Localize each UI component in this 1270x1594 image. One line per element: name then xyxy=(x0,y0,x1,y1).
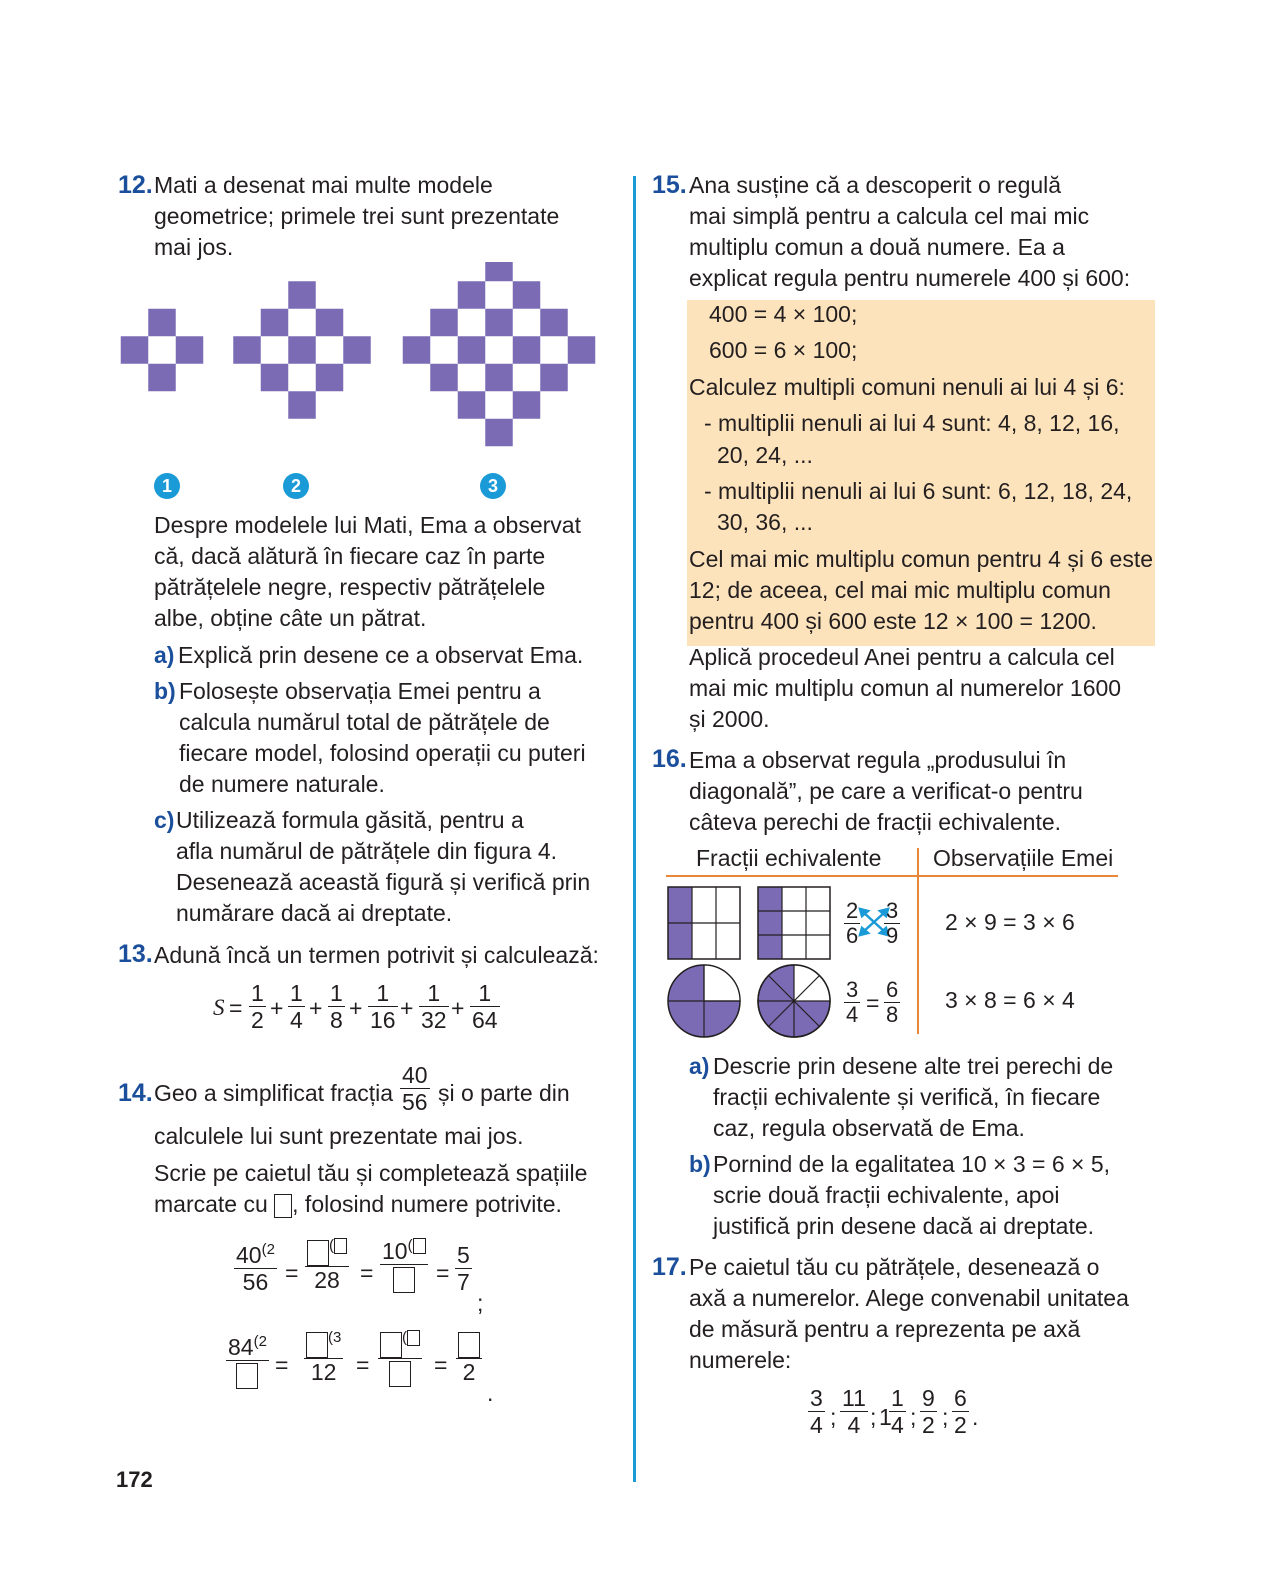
model-square xyxy=(148,309,176,337)
blank-box-icon xyxy=(274,1194,292,1218)
subpoint-label-b: b) xyxy=(154,678,176,704)
table-header: Fracții echivalente xyxy=(696,845,882,871)
fraction: 1 32 xyxy=(421,980,447,1033)
blank-box-icon xyxy=(307,1240,329,1266)
text-line: și 2000. xyxy=(689,706,770,732)
fraction: ( 28 xyxy=(305,1238,349,1293)
model-square xyxy=(430,364,458,392)
model-square xyxy=(540,309,568,337)
text-line: Ema a observat regula „produsului în xyxy=(689,747,1067,773)
fraction: 2 6 xyxy=(846,898,859,948)
fraction: 5 7 xyxy=(457,1242,470,1295)
text-line: Desenează această figură și verifică prin xyxy=(176,869,591,895)
text-line: - multiplii nenuli ai lui 6 sunt: 6, 12, 18, 24, xyxy=(704,478,1133,504)
text-line: Adună încă un termen potrivit și calculează: xyxy=(154,942,599,968)
fraction: 3 9 xyxy=(886,898,899,948)
equals-sign: = xyxy=(360,1260,374,1286)
text-line: caz, regula observată de Ema. xyxy=(713,1115,1025,1141)
model-square xyxy=(343,336,371,364)
exercise-number: 13. xyxy=(118,940,153,968)
text-line: Cel mai mic multiplu comun pentru 4 și 6 este xyxy=(689,546,1154,572)
fraction: 84$^{(2}$ xyxy=(226,1334,269,1389)
blank-box-icon xyxy=(393,1267,415,1293)
text-line: Despre modelele lui Mati, Ema a observat xyxy=(154,512,581,538)
text-line: afla numărul de pătrățele din figura 4. xyxy=(176,838,558,864)
plus-sign: + xyxy=(309,995,323,1021)
model-square xyxy=(288,336,316,364)
subpoint-label-c: c) xyxy=(154,807,175,833)
text-line: Explică prin desene ce a observat Ema. xyxy=(178,642,584,668)
page-number: 172 xyxy=(116,1467,153,1492)
text-line: 400 = 4 × 100; xyxy=(709,301,858,327)
equals-sign: = xyxy=(436,1260,450,1286)
fraction: 1 8 xyxy=(330,980,343,1033)
text-line: Ana susține că a descoperit o regulă xyxy=(689,172,1062,198)
punctuation: . xyxy=(487,1380,494,1406)
text-line: Descrie prin desene alte trei perechi de xyxy=(713,1053,1114,1079)
blank-box-icon xyxy=(407,1330,420,1346)
separator: ; xyxy=(910,1404,917,1430)
text-line: 30, 36, ... xyxy=(717,509,813,535)
plus-sign: + xyxy=(451,995,465,1021)
fraction: 10( xyxy=(380,1238,428,1293)
equals-sign: = xyxy=(356,1352,370,1378)
subpoint-label-b: b) xyxy=(689,1151,711,1177)
text-line: explicat regula pentru numerele 400 și 600: xyxy=(689,265,1131,291)
plus-sign: + xyxy=(270,995,284,1021)
blank-box-icon xyxy=(334,1238,347,1254)
text-line: pentru 400 și 600 este 12 × 100 = 1200. xyxy=(689,608,1097,634)
punctuation: ; xyxy=(477,1290,484,1316)
exercise-number: 15. xyxy=(652,171,687,199)
model-square xyxy=(288,281,316,309)
fraction-models-figure xyxy=(666,884,916,1040)
model-square xyxy=(176,336,204,364)
text-line: mai simplă pentru a calcula cel mai mic xyxy=(689,203,1090,229)
text-line: 600 = 6 × 100; xyxy=(709,337,858,363)
mixed-number-whole: 1 xyxy=(879,1404,892,1430)
text-line: albe, obține câte un pătrat. xyxy=(154,605,427,631)
figure-badge-2: 2 xyxy=(283,473,309,499)
observation-text: 3 × 8 = 6 × 4 xyxy=(945,987,1075,1013)
text-line: mai jos. xyxy=(154,234,234,260)
model-square xyxy=(261,309,289,337)
text-line: Calculez multipli comuni nenuli ai lui 4 și 6: xyxy=(689,374,1125,400)
text-line: de măsură pentru a reprezenta pe axă xyxy=(689,1316,1081,1342)
figure-badge-1: 1 xyxy=(154,473,180,499)
blank-box-icon xyxy=(306,1332,328,1358)
model-square xyxy=(485,262,513,281)
text-line: pătrățelele negre, respectiv pătrățelele xyxy=(154,574,546,600)
fraction: 1 2 xyxy=(251,980,264,1033)
text-line: Folosește observația Emei pentru a xyxy=(179,678,541,704)
text-line: de numere naturale. xyxy=(179,771,385,797)
separator: ; xyxy=(830,1404,837,1430)
model-square xyxy=(288,391,316,419)
text-line: Scrie pe caietul tău și completează spațiile xyxy=(154,1160,588,1186)
text-line: calcula numărul total de pătrățele de xyxy=(179,709,550,735)
text-line: Mati a desenat mai multe modele xyxy=(154,172,493,198)
text-line: justifică prin desene dacă ai dreptate. xyxy=(713,1213,1095,1239)
equals-sign: = xyxy=(866,990,880,1016)
blank-box-icon xyxy=(413,1238,426,1254)
blank-box-icon xyxy=(236,1363,258,1389)
text-line: - multiplii nenuli ai lui 4 sunt: 4, 8, 12, 16, xyxy=(704,410,1120,436)
fraction: 3 4 xyxy=(810,1385,823,1438)
equals-sign: = xyxy=(434,1352,448,1378)
exercise-number: 12. xyxy=(118,171,153,199)
table-header: Observațiile Emei xyxy=(933,845,1114,871)
text-line: axă a numerelor. Alege convenabil unitatea xyxy=(689,1285,1129,1311)
text-line: numerele: xyxy=(689,1347,792,1373)
fraction: 40$^{(2}$ 56 xyxy=(236,1241,275,1295)
separator: ; xyxy=(870,1404,877,1430)
fraction: 6 8 xyxy=(886,977,899,1027)
equals-sign: = xyxy=(275,1352,289,1378)
text-line: multiplu comun a două numere. Ea a xyxy=(689,234,1065,260)
fraction: 1 16 xyxy=(370,980,396,1033)
text-line: Pornind de la egalitatea 10 × 3 = 6 × 5, xyxy=(713,1151,1111,1177)
blank-box-icon xyxy=(389,1361,411,1387)
table-rule xyxy=(666,875,1118,877)
fraction: 11 4 xyxy=(842,1385,866,1438)
text-line: mai mic multiplu comun al numerelor 1600 xyxy=(689,675,1122,701)
model-square xyxy=(233,336,261,364)
model-square xyxy=(121,336,149,364)
model-square xyxy=(403,336,431,364)
sum-variable: S xyxy=(213,995,225,1020)
fraction: 2 xyxy=(456,1330,482,1385)
text-line: câteva perechi de fracții echivalente. xyxy=(689,809,1062,835)
model-square xyxy=(316,309,344,337)
geometric-models-figure xyxy=(110,262,610,462)
fraction: 1 4 xyxy=(290,980,303,1033)
text-line: fiecare model, folosind operații cu puteri xyxy=(179,740,586,766)
subpoint-label-a: a) xyxy=(689,1053,710,1079)
model-square xyxy=(458,391,486,419)
equals-sign: = xyxy=(285,1260,299,1286)
model-square xyxy=(485,419,513,447)
model-square xyxy=(458,336,486,364)
subpoint-label-a: a) xyxy=(154,642,175,668)
fraction: 6 2 xyxy=(954,1385,967,1438)
punctuation: . xyxy=(972,1404,979,1430)
text-line: Aplică procedeul Anei pentru a calcula cel xyxy=(689,644,1115,670)
text-line: Utilizează formula găsită, pentru a xyxy=(176,807,524,833)
blank-box-icon xyxy=(458,1332,480,1358)
text-line: Geo a simplificat fracția xyxy=(154,1080,394,1106)
fraction: $^{(3}$ 12 xyxy=(304,1330,343,1385)
text-line: fracții echivalente și verifică, în fiecare xyxy=(713,1084,1101,1110)
model-square xyxy=(513,336,541,364)
fraction: 40 56 xyxy=(402,1062,428,1115)
text-line: scrie două fracții echivalente, apoi xyxy=(713,1182,1060,1208)
figure-badge-3: 3 xyxy=(480,473,506,499)
model-square xyxy=(148,364,176,392)
fraction: 3 4 xyxy=(846,977,859,1027)
model-square xyxy=(261,364,289,392)
model-square xyxy=(485,309,513,337)
text-line: diagonală”, pe care a verificat-o pentru xyxy=(689,778,1083,804)
model-square xyxy=(458,281,486,309)
separator: ; xyxy=(942,1404,949,1430)
fraction: 1 4 xyxy=(891,1385,904,1438)
model-square xyxy=(430,309,458,337)
fraction: 9 2 xyxy=(922,1385,935,1438)
fraction: ( xyxy=(378,1330,422,1387)
text-line: geometrice; primele trei sunt prezentate xyxy=(154,203,560,229)
observation-text: 2 × 9 = 3 × 6 xyxy=(945,909,1075,935)
model-square xyxy=(568,336,596,364)
plus-sign: + xyxy=(349,995,363,1021)
blank-box-icon xyxy=(380,1332,402,1358)
model-square xyxy=(513,281,541,309)
exercise-number: 14. xyxy=(118,1079,153,1107)
text-line: numărare dacă ai dreptate. xyxy=(176,900,453,926)
text-line: că, dacă alătură în fiecare caz în parte xyxy=(154,543,546,569)
equals-sign: = xyxy=(229,995,243,1021)
model-square xyxy=(540,364,568,392)
table-rule xyxy=(917,848,919,1034)
text-line: marcate cu , folosind numere potrivite. xyxy=(154,1191,562,1217)
text-line: și o parte din xyxy=(438,1080,570,1106)
model-square xyxy=(485,364,513,392)
model-square xyxy=(316,364,344,392)
plus-sign: + xyxy=(400,995,414,1021)
exercise-number: 17. xyxy=(652,1253,687,1281)
fraction: 1 64 xyxy=(472,980,498,1033)
text-line: calculele lui sunt prezentate mai jos. xyxy=(154,1123,524,1149)
text-line: 20, 24, ... xyxy=(717,442,813,468)
text-line: 12; de aceea, cel mai mic multiplu comun xyxy=(689,577,1111,603)
column-divider xyxy=(633,176,636,1482)
model-square xyxy=(513,391,541,419)
exercise-number: 16. xyxy=(652,745,687,773)
text-line: Pe caietul tău cu pătrățele, desenează o xyxy=(689,1254,1100,1280)
